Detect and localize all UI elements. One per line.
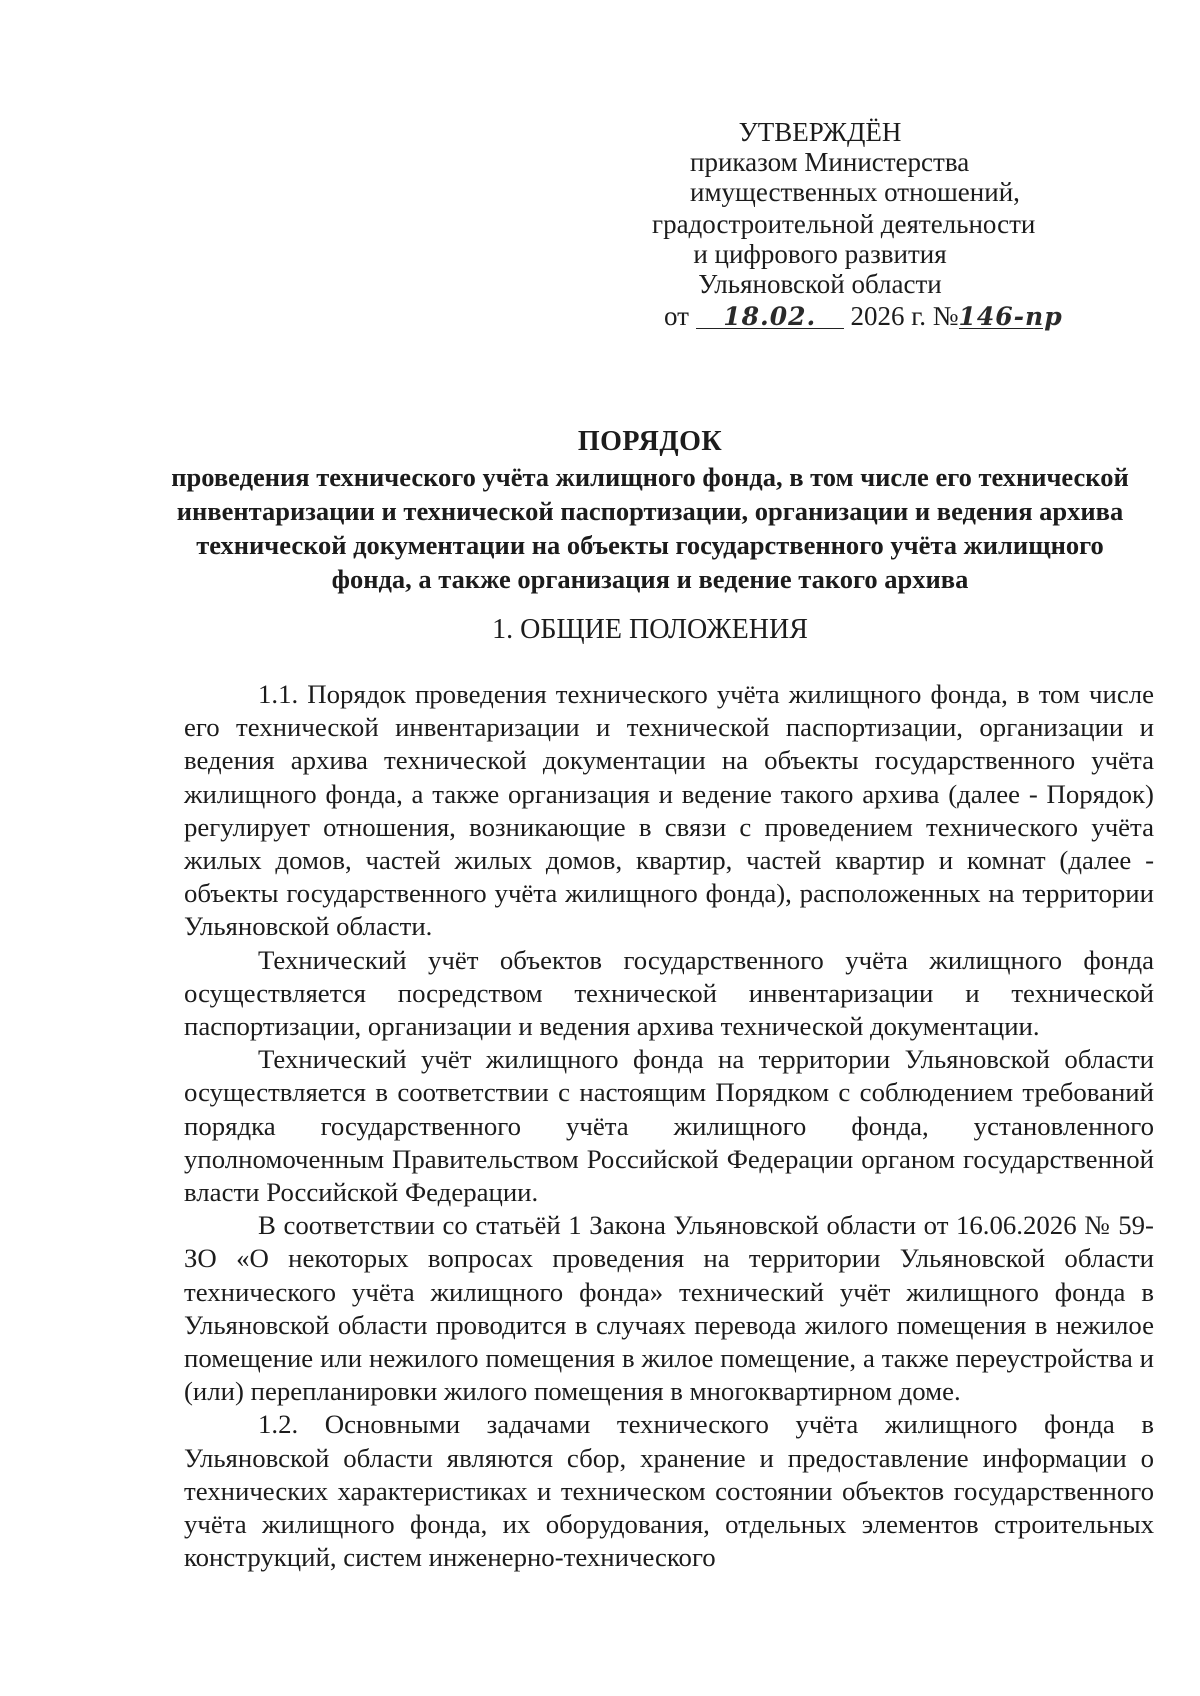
date-prefix: от <box>664 301 689 331</box>
section-heading: 1. ОБЩИЕ ПОЛОЖЕНИЯ <box>492 614 808 645</box>
document-subtitle: проведения технического учёта жилищного фонда, в том числе его технической инвентаризации и технической паспортизации, организации и ведения архива технической документации на объекты государственного учёта жилищного фонда, а также организация и ведение такого архива <box>171 462 1129 594</box>
document-body <box>184 678 1154 1574</box>
handwritten-number: 146-пр <box>958 302 1063 331</box>
approval-date-line <box>664 300 1063 332</box>
date-blank <box>696 300 844 329</box>
approval-line-3: градостроительной деятельности <box>652 209 1036 239</box>
year-number-label: 2026 г. № <box>850 301 959 331</box>
paragraph-legal-basis: Технический учёт жилищного фонда на территории Ульяновской области осуществляется в соответствии с настоящим Порядком с соблюдением требований порядка государственного учёта жилищного фонда, установленного уполномоченным Правительством Российской Федерации органом государственной власти Российской Федерации. <box>184 1044 1154 1208</box>
approval-line-1: приказом Министерства <box>690 147 970 177</box>
paragraph-1-1: 1.1. Порядок проведения технического учёта жилищного фонда, в том числе его технической инвентаризации и технической паспортизации, организации и ведения архива технической документации на объекты государственного учёта жилищного фонда, а также организация и ведение такого архива (далее - Порядок) регулирует отношения, возникающие в связи с проведением технического учёта жилых домов, частей жилых домов, квартир, частей квартир и комнат (далее - объекты государственного учёта жилищного фонда), расположенных на территории Ульяновской области. <box>184 679 1154 942</box>
approval-line-5: Ульяновской области <box>698 269 942 299</box>
document-title: ПОРЯДОК <box>577 426 723 457</box>
number-blank <box>958 300 1063 331</box>
approved-label: УТВЕРЖДЁН <box>738 117 902 147</box>
paragraph-technical-accounting: Технический учёт объектов государственного учёта жилищного фонда осуществляется посредством технической инвентаризации и технической паспортизации, организации и ведения архива технической документации. <box>184 944 1154 1042</box>
paragraph-regional-law: В соответствии со статьёй 1 Закона Ульяновской области от 16.06.2026 № 59-ЗО «О некоторых вопросах проведения на территории Ульяновской области технического учёта жилищного фонда» технический учёт жилищного фонда в Ульяновской области проводится в случаях перевода жилого помещения в нежилое помещение или нежилого помещения в жилое помещение, а также переустройства и (или) перепланировки жилого помещения в многоквартирном доме. <box>184 1210 1154 1407</box>
approval-line-4: и цифрового развития <box>693 239 947 269</box>
handwritten-date: 18.02. <box>723 302 817 331</box>
paragraph-1-2: 1.2. Основными задачами технического учёта жилищного фонда в Ульяновской области являются сбор, хранение и предоставление информации о технических характеристиках и техническом состоянии объектов государственного учёта жилищного фонда, их оборудования, отдельных элементов строительных конструкций, систем инженерно-технического <box>184 1409 1154 1573</box>
approval-line-2: имущественных отношений, <box>690 177 1020 207</box>
